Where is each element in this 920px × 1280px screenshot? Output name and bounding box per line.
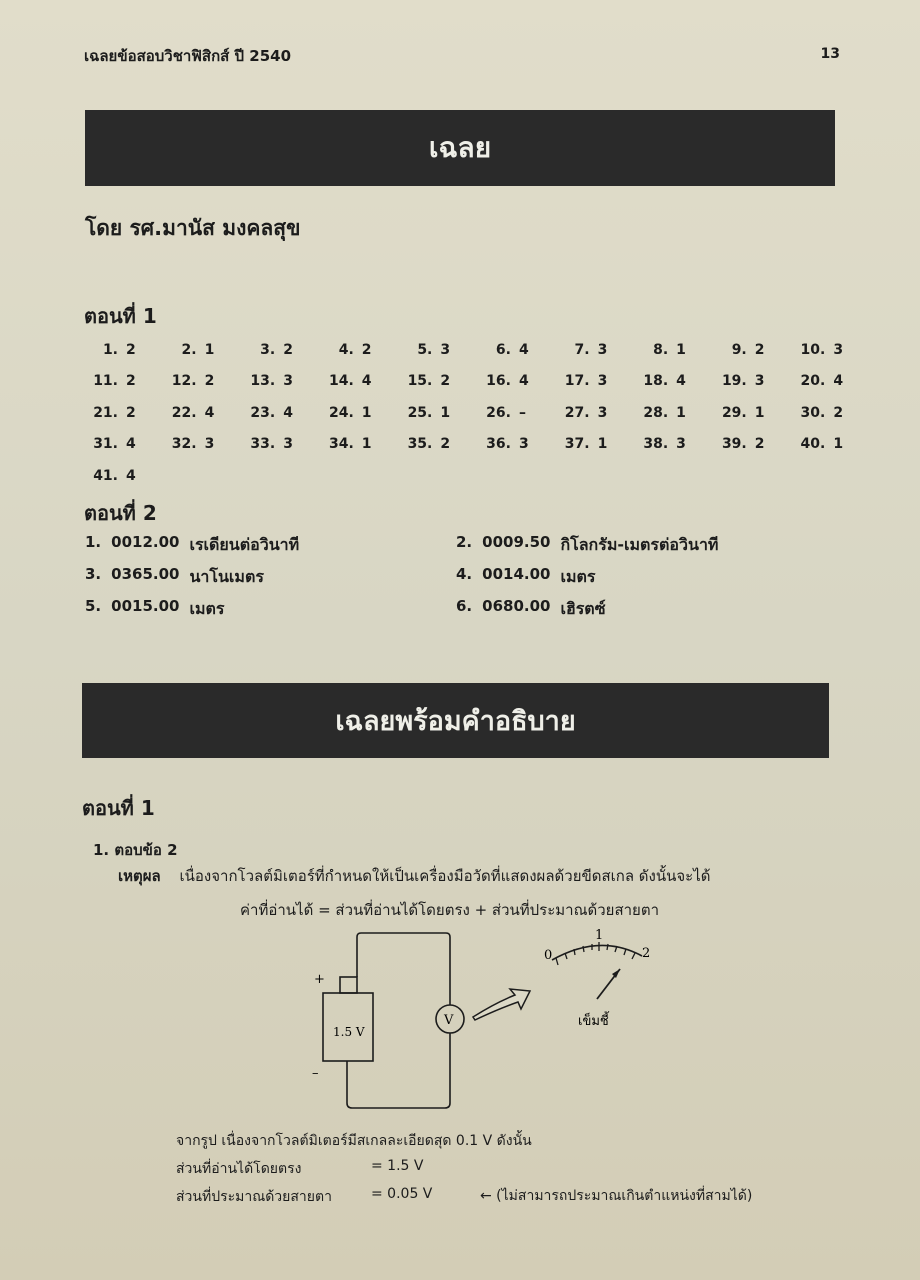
answer-choice: 4 — [833, 373, 844, 390]
part2-item-number: 1. — [85, 533, 102, 551]
question-answer: 1. ตอบข้อ 2 — [93, 841, 178, 859]
answer-number: 22. — [171, 404, 197, 421]
answer-choice: 1 — [676, 341, 686, 358]
answer-number: 5. — [417, 341, 433, 358]
reason-line — [118, 864, 711, 888]
part2-item — [85, 565, 264, 590]
answer-number: 26. — [486, 404, 511, 421]
answer-number: 37. — [564, 436, 590, 453]
answer-item — [787, 342, 866, 358]
answer-grid — [80, 334, 844, 492]
answer-choice: 4 — [676, 373, 686, 390]
answer-choice: 2 — [440, 436, 451, 453]
part2-item-number: 5. — [85, 597, 102, 615]
answer-number: 34. — [328, 436, 354, 453]
part2-item-unit: เมตร — [189, 599, 225, 618]
answer-choice: 1 — [440, 404, 451, 421]
author-line: โดย รศ.มานัส มงคลสุข — [85, 216, 301, 240]
answer-choice: 1 — [754, 404, 765, 421]
answer-item — [709, 405, 788, 421]
answer-item — [394, 405, 473, 421]
answer-number: 39. — [721, 436, 747, 453]
answer-choice: 2 — [440, 373, 451, 390]
answer-choice: 3 — [597, 373, 608, 390]
answer-number: 33. — [250, 436, 276, 453]
scale-label-1: 1 — [595, 928, 604, 943]
meter-scale-arc — [552, 945, 642, 960]
answer-item — [237, 373, 316, 389]
answer-choice: 2 — [833, 404, 844, 421]
answer-number: 14. — [328, 373, 354, 390]
answer-item — [316, 373, 395, 389]
answer-number: 12. — [171, 373, 197, 390]
calc-intro: จากรูป เนื่องจากโวลต์มิเตอร์มีสเกลละเอียดสุด 0.1 V ดังนั้น — [176, 1133, 532, 1149]
answer-number: 27. — [564, 404, 590, 421]
answer-number: 18. — [643, 373, 669, 390]
part2-item-number: 4. — [456, 565, 473, 583]
answer-choice: 2 — [754, 436, 765, 453]
answer-choice: 1 — [597, 436, 608, 453]
plus-sign: + — [314, 972, 325, 987]
answer-choice: 3 — [204, 436, 215, 453]
voltmeter-symbol: V — [444, 1013, 454, 1028]
answer-choice: 4 — [204, 404, 215, 421]
part2-item-unit: กิโลกรัม-เมตรต่อวินาที — [560, 535, 719, 554]
part2-item — [456, 533, 718, 558]
answer-number: 35. — [407, 436, 433, 453]
answer-number: 40. — [800, 436, 826, 453]
answer-item — [316, 405, 395, 421]
answer-item — [394, 436, 473, 452]
part2-item-value: 0009.50 — [482, 533, 551, 551]
answer-item — [787, 405, 866, 421]
answer-item — [473, 342, 552, 358]
calc-direct-label: ส่วนที่อ่านได้โดยตรง — [176, 1161, 302, 1177]
answer-item — [552, 405, 631, 421]
answer-choice: 4 — [361, 373, 372, 390]
minus-sign: – — [312, 1066, 319, 1081]
answer-number: 21. — [93, 404, 118, 421]
answer-row — [80, 460, 840, 492]
answer-number: 7. — [574, 341, 590, 358]
answer-choice: 1 — [204, 341, 215, 358]
answer-number: 1. — [102, 341, 118, 358]
answer-number: 3. — [260, 341, 276, 358]
answer-choice: 2 — [126, 341, 136, 358]
answer-number: 25. — [407, 404, 433, 421]
battery-label: 1.5 V — [333, 1025, 365, 1039]
part2-item-number: 3. — [85, 565, 102, 583]
needle-label: เข็มชี้ — [578, 1014, 609, 1029]
answer-item — [552, 373, 631, 389]
answer-number: 41. — [93, 467, 118, 484]
answer-key-title: เฉลย — [428, 131, 492, 164]
calc-estimated-value: = 0.05 V — [371, 1186, 433, 1202]
calc-note: ← (ไม่สามารถประมาณเกินตำแหน่งที่สามได้) — [480, 1188, 753, 1204]
calc-direct-value: = 1.5 V — [371, 1158, 424, 1174]
answer-choice: 3 — [754, 373, 765, 390]
answer-choice: 2 — [126, 373, 136, 390]
answer-number: 30. — [800, 404, 826, 421]
answer-choice: 3 — [597, 341, 608, 358]
answer-number: 24. — [328, 404, 354, 421]
answer-item — [630, 342, 709, 358]
reading-formula: ค่าที่อ่านได้ = ส่วนที่อ่านได้โดยตรง + ส่วนที่ประมาณด้วยสายตา — [240, 901, 659, 919]
calc-direct-reading — [176, 1158, 424, 1180]
answer-choice: 3 — [518, 436, 529, 453]
answer-item — [80, 405, 159, 421]
reason-text: เนื่องจากโวลต์มิเตอร์ที่กำหนดให้เป็นเครื่องมือวัดที่แสดงผลด้วยขีดสเกล ดังนั้นจะได้ — [179, 867, 711, 885]
answer-choice: 3 — [283, 373, 293, 390]
answer-number: 16. — [486, 373, 511, 390]
answer-number: 2. — [181, 341, 197, 358]
part2-item — [85, 533, 299, 558]
part2-item-value: 0014.00 — [482, 565, 551, 583]
answer-choice: 2 — [126, 404, 136, 421]
arrow-icon — [473, 989, 530, 1020]
answer-number: 9. — [731, 341, 747, 358]
battery-terminal — [340, 977, 357, 993]
answer-choice: 4 — [518, 373, 529, 390]
answer-item — [80, 436, 159, 452]
answer-item — [552, 342, 631, 358]
answer-item — [394, 342, 473, 358]
answer-item — [159, 436, 238, 452]
answer-item — [394, 373, 473, 389]
answer-choice: 4 — [518, 341, 529, 358]
answer-number: 11. — [93, 373, 118, 390]
answer-choice: – — [518, 404, 526, 421]
answer-row — [80, 397, 844, 429]
answer-number: 23. — [250, 404, 276, 421]
answer-choice: 1 — [361, 436, 372, 453]
part2-item-unit: นาโนเมตร — [189, 567, 264, 586]
part1-heading: ตอนที่ 1 — [84, 304, 157, 328]
answer-item — [630, 405, 709, 421]
answer-choice: 2 — [204, 373, 215, 390]
part2-item-value: 0012.00 — [111, 533, 180, 551]
answer-item — [316, 342, 395, 358]
part2-heading: ตอนที่ 2 — [84, 501, 157, 525]
answer-choice: 1 — [676, 404, 686, 421]
page-number: 13 — [820, 46, 840, 62]
answer-item — [709, 436, 788, 452]
explain-part-heading: ตอนที่ 1 — [82, 796, 155, 820]
part2-item-value: 0015.00 — [111, 597, 180, 615]
answer-number: 15. — [407, 373, 433, 390]
explanation-banner — [82, 683, 829, 758]
part2-item-unit: เรเดียนต่อวินาที — [189, 535, 300, 554]
circuit-wire — [347, 933, 450, 1108]
answer-number: 29. — [721, 404, 747, 421]
calc-estimated-label: ส่วนที่ประมาณด้วยสายตา — [176, 1189, 332, 1205]
answer-choice: 1 — [361, 404, 372, 421]
reason-label: เหตุผล — [118, 867, 161, 885]
answer-item — [552, 436, 631, 452]
answer-item — [237, 405, 316, 421]
part2-item-unit: เมตร — [560, 567, 596, 586]
answer-number: 20. — [800, 373, 826, 390]
answer-choice: 3 — [283, 436, 293, 453]
answer-number: 36. — [486, 436, 511, 453]
answer-item — [159, 405, 238, 421]
scale-label-0: 0 — [544, 948, 553, 963]
answer-number: 19. — [721, 373, 747, 390]
answer-number: 32. — [171, 436, 197, 453]
answer-item — [709, 373, 788, 389]
answer-item — [787, 436, 866, 452]
answer-item — [159, 342, 238, 358]
answer-number: 31. — [93, 436, 118, 453]
answer-item — [159, 373, 238, 389]
part2-item-unit: เฮิรตซ์ — [560, 599, 606, 618]
answer-number: 28. — [643, 404, 669, 421]
answer-number: 38. — [643, 436, 669, 453]
answer-item — [473, 405, 552, 421]
answer-number: 8. — [653, 341, 669, 358]
answer-choice: 3 — [597, 404, 608, 421]
answer-item — [630, 436, 709, 452]
answer-item — [709, 342, 788, 358]
answer-item — [473, 373, 552, 389]
answer-item — [630, 373, 709, 389]
answer-number: 6. — [495, 341, 511, 358]
answer-choice: 2 — [361, 341, 372, 358]
circuit-figure — [290, 925, 690, 1115]
answer-row — [80, 334, 844, 366]
part2-item — [456, 565, 595, 590]
answer-item — [237, 436, 316, 452]
answer-item — [316, 436, 395, 452]
calc-estimated-reading — [176, 1186, 433, 1208]
answer-number: 10. — [800, 341, 826, 358]
answer-number: 4. — [338, 341, 354, 358]
part2-item-value: 0680.00 — [482, 597, 551, 615]
answer-item — [80, 468, 159, 484]
answer-number: 17. — [564, 373, 590, 390]
answer-choice: 3 — [440, 341, 451, 358]
answer-choice: 4 — [126, 436, 136, 453]
part2-item-value: 0365.00 — [111, 565, 180, 583]
answer-number: 13. — [250, 373, 276, 390]
answer-row — [80, 429, 844, 461]
answer-choice: 2 — [283, 341, 293, 358]
answer-item — [80, 342, 159, 358]
answer-item — [237, 342, 316, 358]
explanation-title: เฉลยพร้อมคำอธิบาย — [335, 706, 576, 737]
answer-choice: 4 — [126, 467, 136, 484]
answer-item — [787, 373, 866, 389]
answer-item — [473, 436, 552, 452]
answer-choice: 2 — [754, 341, 765, 358]
part2-item — [456, 597, 606, 622]
answer-choice: 3 — [833, 341, 844, 358]
answer-choice: 4 — [283, 404, 293, 421]
answer-row — [80, 366, 844, 398]
part2-item-number: 6. — [456, 597, 473, 615]
running-title: เฉลยข้อสอบวิชาฟิสิกส์ ปี 2540 — [84, 47, 292, 65]
part2-item — [85, 597, 224, 622]
answer-choice: 3 — [676, 436, 686, 453]
scale-label-2: 2 — [642, 946, 651, 961]
answer-choice: 1 — [833, 436, 844, 453]
answer-key-banner — [85, 110, 835, 186]
answer-item — [80, 373, 159, 389]
part2-item-number: 2. — [456, 533, 473, 551]
